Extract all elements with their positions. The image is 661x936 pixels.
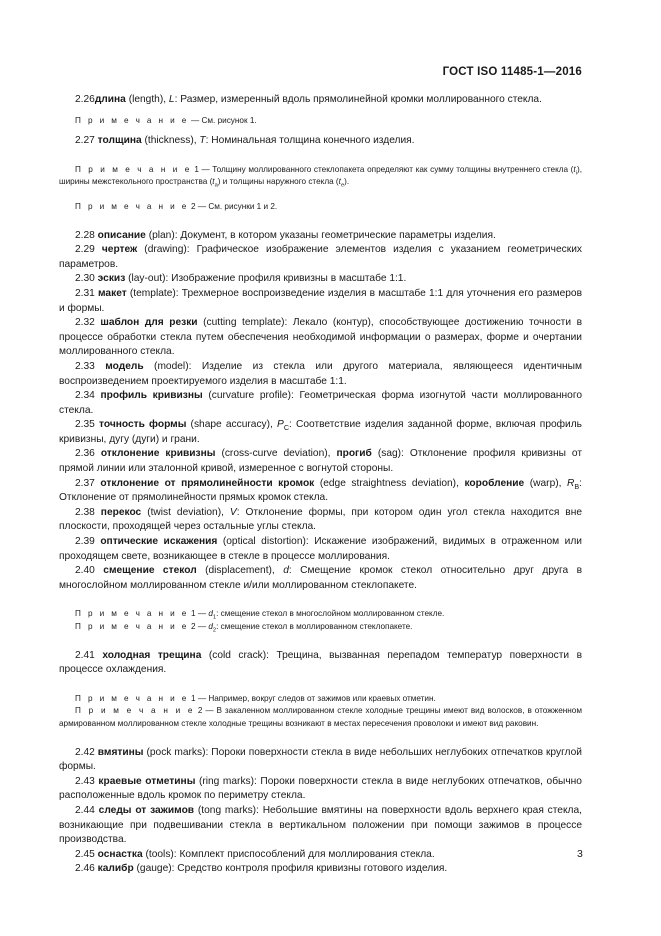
note-index: 2 — [188,622,209,631]
term-definition: (tools): Комплект приспособлений для моллирования стекла. [142,848,435,860]
term-2-38 [59,506,582,535]
term-title: модель [105,360,144,372]
term-definition: (model): Изделие из стекла или другого материала, являющееся идентичным воспроизведением проектируемого изделия в масштабе 1:1. [59,360,582,387]
term-2-41 [59,649,582,678]
note-label: П р и м е ч а н и е [75,706,195,716]
term-number: 2.34 [75,390,95,402]
term-title: вмятины [97,746,144,758]
term-symbol: L [168,94,175,105]
term-2-35 [59,418,582,447]
term-definition: : Смещение кромок стекол относительно друг друга в многослойном моллированном стекле и/или моллированном стеклопакете. [59,565,582,591]
note-2-41-2 [59,705,582,730]
term-2-29 [59,243,582,272]
term-english: (length), [125,94,169,105]
term-title: макет [98,287,127,299]
term-number: 2.42 [75,746,95,758]
term-synonym: прогиб [336,448,372,460]
term-synonym: коробление [464,477,525,489]
note-subscript: e [340,183,345,190]
term-2-37 [59,477,582,506]
note-text: 2 — См. рисунки 1 и 2. [188,201,278,211]
term-definition: (template): Трехмерное воспроизведение изделия в масштабе 1:1 для уточнения его размеров и формы. [59,287,582,314]
term-symbol: V [229,506,237,518]
term-definition: (ring marks): Пороки поверхности стекла в виде неглубоких отпечатков, обычно расположенные вдоль кромок по периметру стекла. [59,775,582,802]
note-text: 1 — Например, вокруг следов от зажимов или краевых отметин. [188,693,436,703]
term-2-31 [59,287,582,316]
term-number: 2.30 [75,273,95,285]
term-definition: (drawing): Графическое изображение элементов изделия с указанием геометрических параметров. [59,244,582,270]
term-title: чертеж [101,244,138,256]
term-definition: (pock marks): Пороки поверхности стекла в виде небольших неглубоких отпечатков круглой формы. [59,746,582,773]
note-symbol: t [338,177,341,187]
note-index: 1 — [188,609,209,619]
term-symbol: d [283,565,289,577]
note-symbol: d [208,622,213,631]
note-symbol: d [208,609,213,619]
term-title: смещение стекол [103,565,197,577]
note-subscript: i [575,170,577,177]
term-2-30 [59,272,582,287]
term-subscript: B [574,482,580,491]
term-title: калибр [97,863,134,875]
term-definition: (tong marks): Небольшие вмятины на поверхности вдоль верхнего края стекла, возникающие при подвешивании стекла в вертикальном положении при помощи зажимов в процессе производства. [59,804,582,846]
term-title: перекос [100,506,142,518]
note-text: — См. рисунок 1. [188,115,257,125]
term-english: (twist deviation), [141,506,230,518]
term-number: 2.26 [75,94,95,105]
term-2-34 [59,389,582,418]
note-symbol: t [212,177,215,187]
term-title: толщина [97,135,142,147]
term-english: (shape accuracy), [186,419,278,431]
term-number: 2.37 [75,477,95,489]
term-definition: : Отклонение формы, при котором один угол стекла находится вне плоскости, проходящей через остальные углы стекла. [59,506,582,533]
note-text: 2 — В закаленном моллированном стекле холодные трещины имеют вид волосков, в отожженном армированном моллированном стекле холодные трещины возникают в местах пересечения проволоки и имеют вид раковин. [59,706,582,728]
term-title: длина [94,94,126,105]
note-label: П р и м е ч а н и е [75,693,189,703]
term-2-39 [59,535,582,564]
term-symbol: R [567,477,575,489]
term-definition: (optical distortion): Искажение изображений, видимых в отраженном или проходящем свете, возникающее в стекле в процессе моллирования. [59,536,582,562]
term-definition: (plan): Документ, в котором указаны геометрические параметры изделия. [145,229,496,241]
term-symbol: T [199,135,206,147]
note-label: П р и м е ч а н и е [75,622,189,631]
term-number: 2.29 [75,244,95,256]
term-2-42 [59,746,582,775]
term-2-27 [59,134,582,149]
note-label: П р и м е ч а н и е [75,201,189,211]
term-subscript: C [283,424,289,433]
term-number: 2.46 [75,863,95,875]
term-title: краевые отметины [98,775,196,787]
term-number: 2.40 [75,565,95,577]
note-text: Толщину моллированного стеклопакета определяют как сумму толщины внутреннего стекла ( [212,164,574,174]
term-number: 2.45 [75,848,95,860]
note-2-27-2 [59,201,582,214]
note-text: : смещение стекол в моллированном стеклопакете. [216,622,413,631]
note-subscript: 1 [212,615,217,622]
term-title: эскиз [97,273,126,285]
term-definition: (gauge): Средство контроля профиля кривизны готового изделия. [133,863,448,875]
term-number: 2.44 [75,804,95,816]
term-definition: : Соответствие изделия заданной форме, включая профиль кривизны, дугу (дуги) и грани. [59,419,582,445]
term-number: 2.28 [75,229,95,241]
term-definition: : Размер, измеренный вдоль прямолинейной кромки моллированного стекла. [174,94,542,105]
term-english: (edge straightness deviation), [314,477,465,489]
note-label: П р и м е ч а н и е [75,164,192,174]
term-title: описание [97,229,146,241]
term-definition: (curvature profile): Геометрическая форма изогнутой части моллированного стекла. [59,390,582,416]
note-symbol: t [573,164,576,174]
term-definition: (cutting template): Лекало (контур), способствующее достижению точности в процессе обработки стекла путем обеспечения необходимой информации о размерах, форме и очертании моллированного стекла. [59,317,582,358]
term-2-46 [59,862,582,877]
term-number: 2.39 [75,536,95,548]
term-number: 2.27 [75,135,95,147]
term-definition: (lay-out): Изображение профиля кривизны в масштабе 1:1. [125,273,407,285]
term-2-43 [59,775,582,804]
note-subscript: 2 [212,627,217,634]
term-english: (cross-curve deviation), [215,448,337,460]
note-2-27-1 [59,164,582,189]
term-number: 2.35 [75,419,95,431]
term-title: отклонение от прямолинейности кромок [100,477,315,489]
term-number: 2.41 [75,649,95,661]
term-definition: (cold crack): Трещина, вызванная перепадом температур поверхности в процессе охлаждения. [59,649,582,676]
term-title: профиль кривизны [100,390,203,402]
term-title: следы от зажимов [98,804,195,816]
note-subscript: a [214,183,218,190]
term-symbol: P [277,419,284,431]
term-english: (warp), [524,477,568,489]
note-text: ), ширины межстекольного пространства ( [59,164,582,187]
term-2-40 [59,564,582,593]
document-body [59,93,582,877]
term-title: оснастка [97,848,143,860]
term-title: шаблон для резки [100,317,198,329]
term-title: отклонение кривизны [100,448,216,460]
note-label: П р и м е ч а н и е [75,115,189,125]
note-2-40-1 [59,608,582,621]
term-number: 2.32 [75,317,95,329]
term-number: 2.36 [75,448,95,460]
term-definition: (sag): Отклонение профиля кривизны от прямой линии или эталонной кривой, измеренное с вогнутой стороны. [59,448,582,475]
term-2-26 [59,93,582,108]
note-label: П р и м е ч а н и е [75,609,189,619]
note-index: 1 — [191,164,213,174]
term-2-44 [59,804,582,848]
term-number: 2.31 [75,287,95,299]
note-text: ). [344,177,350,187]
page-number: 3 [577,848,583,860]
term-title: оптические искажения [100,536,218,548]
term-2-45 [59,848,582,863]
term-number: 2.43 [75,775,95,787]
term-number: 2.33 [75,360,95,372]
term-definition: : Номинальная толщина конечного изделия. [205,135,415,147]
term-2-32 [59,316,582,360]
page-header: ГОСТ ISO 11485-1—2016 [442,66,582,78]
note-2-41-1 [59,693,582,706]
term-title: холодная трещина [102,649,202,661]
note-2-40-2 [59,621,582,634]
term-2-33 [59,360,582,389]
term-english: (displacement), [196,565,284,577]
term-number: 2.38 [75,506,95,518]
note-text: : смещение стекол в многослойном моллированном стекле. [216,609,445,619]
term-english: (thickness), [141,135,200,147]
term-2-36 [59,447,582,476]
term-title: точность формы [99,419,187,431]
note-text: ) и толщины наружного стекла ( [217,177,339,187]
term-definition: : Отклонение от прямолинейности прямых кромок стекла. [59,477,582,504]
term-2-28 [59,229,582,244]
note-2-26 [59,115,582,128]
